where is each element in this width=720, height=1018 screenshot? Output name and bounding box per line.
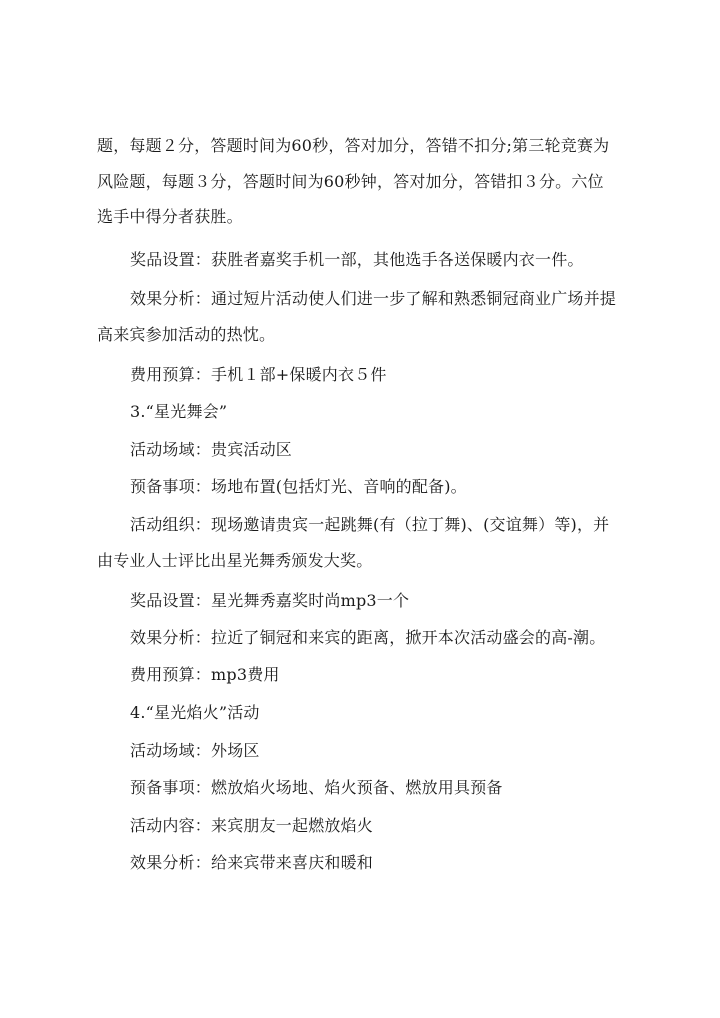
text-line: 4.“星光焰火”活动 [130,703,260,722]
text-line: 费用预算：手机１部+保暖内衣５件 [130,365,387,384]
paragraph-effect-analysis [130,281,637,317]
section-heading-starlight-dance [130,394,637,430]
paragraph-rules-continued [97,128,637,235]
paragraph-prize-settings [130,242,637,278]
paragraph-effect-analysis-fireworks [130,845,637,881]
text-line: 费用预算：mp3费用 [130,665,280,684]
text-line: 题，每题２分，答题时间为60秒，答对加分，答错不扣分;第三轮竞赛为 [97,136,610,155]
text-line: 预备事项：燃放焰火场地、焰火预备、燃放用具预备 [130,778,503,797]
paragraph-preparation-fireworks [130,770,637,806]
text-line: 活动组织：现场邀请贵宾一起跳舞(有（拉丁舞)、(交谊舞）等)，并 [130,515,610,534]
paragraph-organization [130,507,637,543]
text-line: 奖品设置：获胜者嘉奖手机一部，其他选手各送保暖内衣一件。 [130,250,584,269]
paragraph-venue-fireworks [130,733,637,769]
text-line: 效果分析：给来宾带来喜庆和暖和 [130,853,374,872]
section-heading-starlight-fireworks [130,695,637,731]
paragraph-budget [130,357,637,393]
paragraph-budget-dance [130,657,637,693]
paragraph-prize-settings-dance [130,583,637,619]
paragraph-venue [130,432,637,468]
paragraph-effect-analysis-cont [97,317,637,353]
text-line: 活动场域：贵宾活动区 [130,440,293,459]
text-line: 活动场域：外场区 [130,741,260,760]
text-line: 高来宾参加活动的热忱。 [97,325,276,344]
text-line: 效果分析：拉近了铜冠和来宾的距离，掀开本次活动盛会的高-潮。 [130,628,606,647]
paragraph-organization-cont [97,543,637,579]
text-line: 由专业人士评比出星光舞秀颁发大奖。 [97,551,373,570]
text-line: 活动内容：来宾朋友一起燃放焰火 [130,816,374,835]
paragraph-content-fireworks [130,808,637,844]
text-line: 风险题，每题３分，答题时间为60秒钟，答对加分，答错扣３分。六位 [97,171,604,191]
text-line: 3.“星光舞会” [130,402,228,421]
text-line: 选手中得分者获胜。 [97,207,243,226]
paragraph-preparation [130,469,637,505]
text-line: 效果分析：通过短片活动使人们进一步了解和熟悉铜冠商业广场并提 [130,289,617,308]
text-line: 奖品设置：星光舞秀嘉奖时尚mp3一个 [130,591,410,610]
paragraph-effect-analysis-dance [130,620,637,656]
text-line: 预备事项：场地布置(包括灯光、音响的配备)。 [130,477,467,496]
